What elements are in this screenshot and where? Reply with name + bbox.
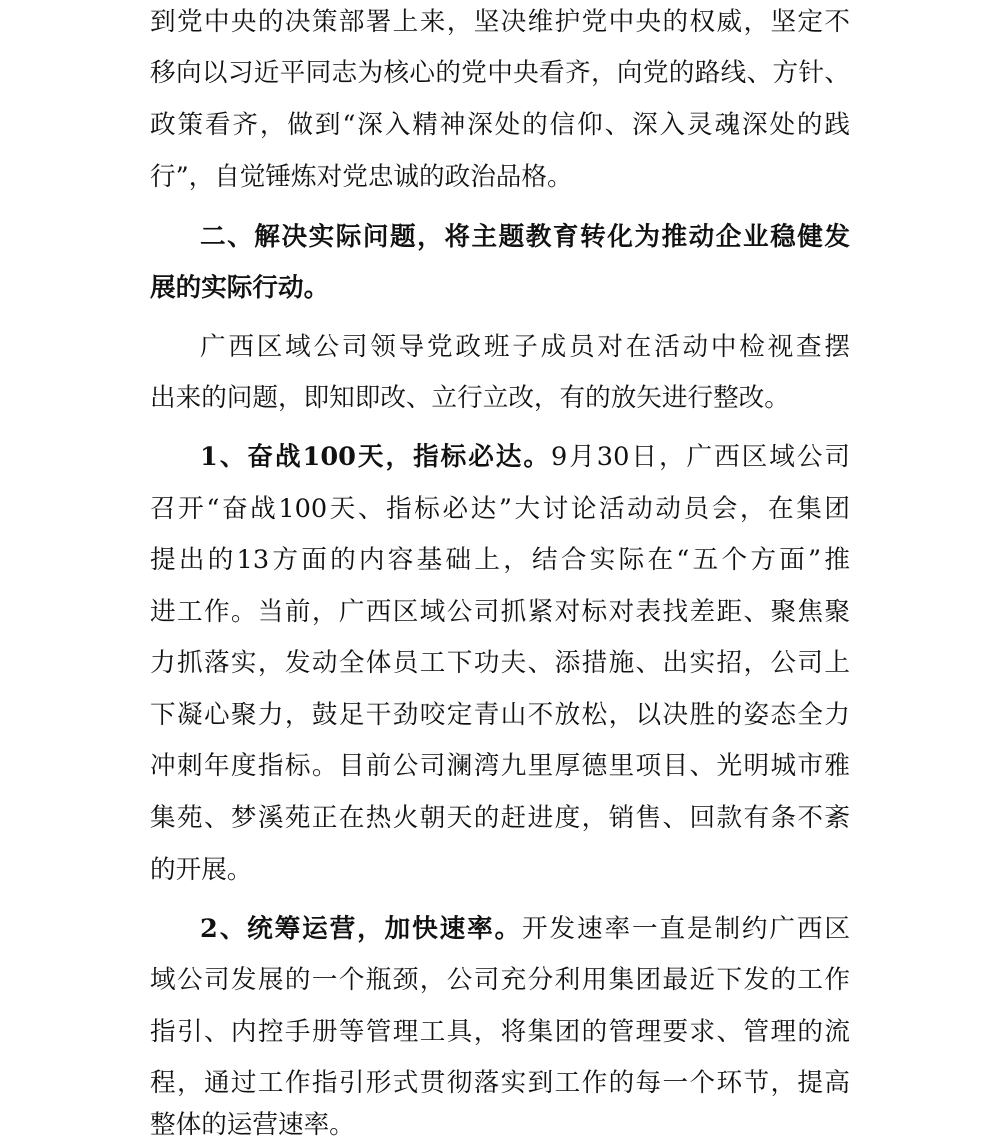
section-heading: 二、解决实际问题，将主题教育转化为推动企业稳健发 [200, 222, 850, 252]
paragraph-line: 到党中央的决策部署上来，坚决维护党中央的权威，坚定不 [150, 7, 850, 37]
item-text: 9月30日，广西区域公司 [550, 442, 850, 472]
paragraph-line: 行”，自觉锤炼对党忠诚的政治品格。 [150, 162, 573, 192]
paragraph-line: 出来的问题，即知即改、立行立改，有的放矢进行整改。 [150, 383, 790, 413]
paragraph-line: 广西区域公司领导党政班子成员对在活动中检视查摆 [200, 332, 850, 362]
item-line [200, 437, 850, 477]
paragraph-line: 力抓落实，发动全体员工下功夫、添措施、出实招，公司上 [150, 648, 850, 678]
paragraph-line: 冲刺年度指标。目前公司澜湾九里厚德里项目、光明城市雅 [150, 751, 850, 781]
item-heading: 2、统筹运营，加快速率。 [200, 914, 523, 944]
paragraph-line: 域公司发展的一个瓶颈，公司充分利用集团最近下发的工作 [150, 965, 850, 995]
section-heading: 展的实际行动。 [150, 273, 330, 303]
paragraph-line: 进工作。当前，广西区域公司抓紧对标对表找差距、聚焦聚 [150, 597, 850, 627]
paragraph-line: 政策看齐，做到“深入精神深处的信仰、深入灵魂深处的践 [150, 110, 850, 140]
item-line [200, 909, 850, 949]
item-text: 开发速率一直是制约广西区 [522, 914, 850, 944]
paragraph-line: 移向以习近平同志为核心的党中央看齐，向党的路线、方针、 [150, 58, 850, 88]
paragraph-line: 召开“奋战100天、指标必达”大讨论活动动员会，在集团 [150, 494, 850, 524]
paragraph-line: 提出的13方面的内容基础上，结合实际在“五个方面”推 [150, 545, 850, 575]
paragraph-line: 集苑、梦溪苑正在热火朝天的赶进度，销售、回款有条不紊 [150, 803, 850, 833]
document-page [150, 0, 850, 1147]
paragraph-line: 指引、内控手册等管理工具，将集团的管理要求、管理的流 [150, 1017, 850, 1047]
paragraph-line: 整体的运营速率。 [150, 1110, 355, 1140]
item-heading: 1、奋战100天，指标必达。 [200, 442, 551, 472]
paragraph-line: 程，通过工作指引形式贯彻落实到工作的每一个环节，提高 [150, 1068, 850, 1098]
paragraph-line: 的开展。 [150, 855, 253, 885]
paragraph-line: 下凝心聚力，鼓足干劲咬定青山不放松，以决胜的姿态全力 [150, 700, 850, 730]
